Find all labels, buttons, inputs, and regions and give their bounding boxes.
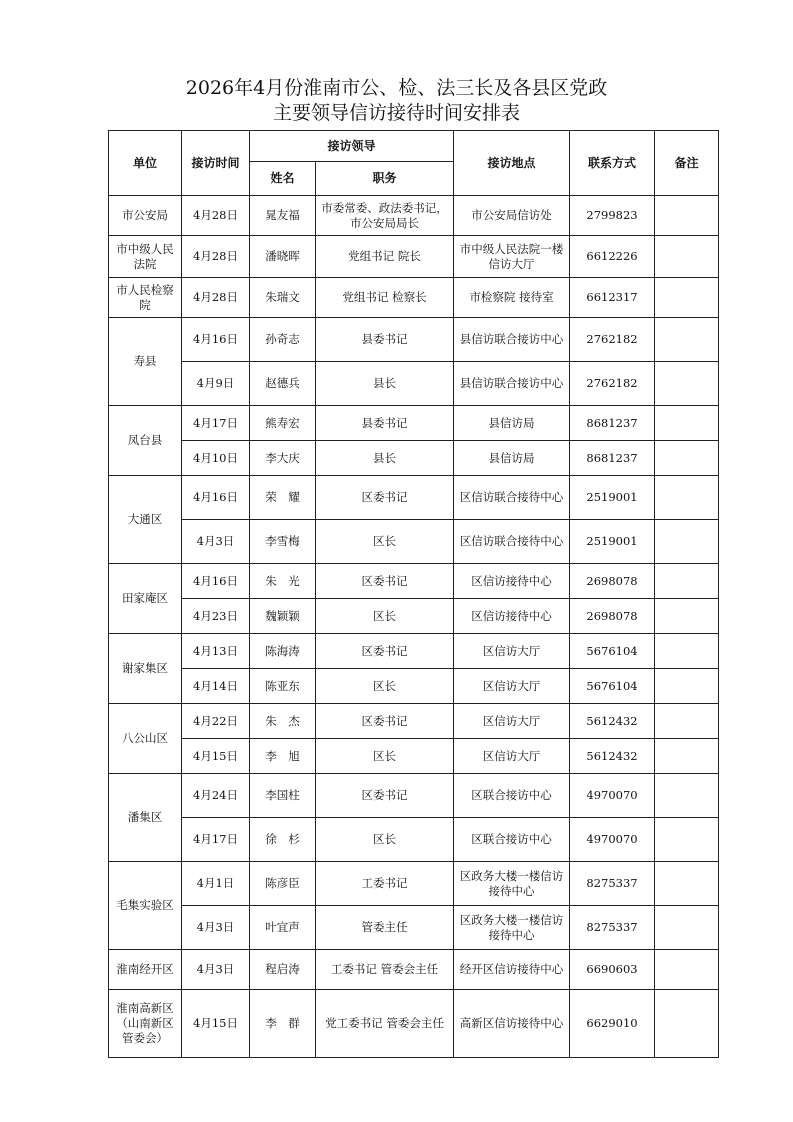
leader-position-cell: 区委书记 bbox=[316, 704, 454, 739]
reception-time-cell: 4月24日 bbox=[182, 774, 250, 818]
leader-position-cell: 区委书记 bbox=[316, 774, 454, 818]
header-row-1 bbox=[109, 131, 719, 162]
leader-position-cell: 区长 bbox=[316, 739, 454, 774]
unit-cell: 淮南高新区（山南新区管委会） bbox=[109, 990, 182, 1058]
leader-name-cell: 李雪梅 bbox=[250, 520, 316, 564]
table-row bbox=[109, 196, 719, 236]
table-row bbox=[109, 362, 719, 406]
contact-phone-cell: 8275337 bbox=[570, 862, 655, 906]
remark-cell bbox=[655, 634, 719, 669]
remark-cell bbox=[655, 818, 719, 862]
leader-position-cell: 区长 bbox=[316, 599, 454, 634]
reception-location-cell: 经开区信访接待中心 bbox=[454, 950, 570, 990]
leader-name-cell: 孙奇志 bbox=[250, 318, 316, 362]
leader-name-cell: 荣 耀 bbox=[250, 476, 316, 520]
header-name: 姓名 bbox=[250, 162, 316, 196]
unit-cell: 寿县 bbox=[109, 318, 182, 406]
leader-name-cell: 叶宜声 bbox=[250, 906, 316, 950]
contact-phone-cell: 2762182 bbox=[570, 318, 655, 362]
contact-phone-cell: 6629010 bbox=[570, 990, 655, 1058]
reception-time-cell: 4月28日 bbox=[182, 196, 250, 236]
leader-position-cell: 党组书记 院长 bbox=[316, 236, 454, 278]
reception-location-cell: 区政务大楼一楼信访接待中心 bbox=[454, 862, 570, 906]
reception-schedule-table bbox=[108, 130, 719, 1058]
table-row bbox=[109, 318, 719, 362]
remark-cell bbox=[655, 476, 719, 520]
leader-name-cell: 李国柱 bbox=[250, 774, 316, 818]
contact-phone-cell: 5612432 bbox=[570, 739, 655, 774]
reception-time-cell: 4月23日 bbox=[182, 599, 250, 634]
leader-name-cell: 晁友福 bbox=[250, 196, 316, 236]
leader-name-cell: 赵德兵 bbox=[250, 362, 316, 406]
header-remark: 备注 bbox=[655, 131, 719, 196]
remark-cell bbox=[655, 520, 719, 564]
leader-position-cell: 工委书记 bbox=[316, 862, 454, 906]
contact-phone-cell: 2519001 bbox=[570, 476, 655, 520]
remark-cell bbox=[655, 950, 719, 990]
leader-name-cell: 程启涛 bbox=[250, 950, 316, 990]
table-row bbox=[109, 990, 719, 1058]
leader-name-cell: 陈彦臣 bbox=[250, 862, 316, 906]
table-row bbox=[109, 669, 719, 704]
contact-phone-cell: 8681237 bbox=[570, 406, 655, 441]
document-title bbox=[0, 76, 793, 126]
reception-location-cell: 高新区信访接待中心 bbox=[454, 990, 570, 1058]
contact-phone-cell: 2698078 bbox=[570, 564, 655, 599]
unit-cell: 田家庵区 bbox=[109, 564, 182, 634]
contact-phone-cell: 5676104 bbox=[570, 669, 655, 704]
header-time: 接访时间 bbox=[182, 131, 250, 196]
leader-name-cell: 熊寿宏 bbox=[250, 406, 316, 441]
reception-time-cell: 4月28日 bbox=[182, 236, 250, 278]
leader-name-cell: 朱瑞文 bbox=[250, 278, 316, 318]
leader-position-cell: 市委常委、政法委书记，市公安局局长 bbox=[316, 196, 454, 236]
reception-time-cell: 4月14日 bbox=[182, 669, 250, 704]
unit-cell: 凤台县 bbox=[109, 406, 182, 476]
reception-time-cell: 4月13日 bbox=[182, 634, 250, 669]
leader-name-cell: 潘晓晖 bbox=[250, 236, 316, 278]
unit-cell: 市公安局 bbox=[109, 196, 182, 236]
leader-name-cell: 徐 杉 bbox=[250, 818, 316, 862]
table-row bbox=[109, 774, 719, 818]
reception-time-cell: 4月16日 bbox=[182, 564, 250, 599]
reception-location-cell: 市检察院 接待室 bbox=[454, 278, 570, 318]
reception-location-cell: 市中级人民法院一楼信访大厅 bbox=[454, 236, 570, 278]
table-row bbox=[109, 520, 719, 564]
leader-position-cell: 管委主任 bbox=[316, 906, 454, 950]
leader-name-cell: 陈亚东 bbox=[250, 669, 316, 704]
remark-cell bbox=[655, 318, 719, 362]
table-row bbox=[109, 564, 719, 599]
reception-time-cell: 4月28日 bbox=[182, 278, 250, 318]
remark-cell bbox=[655, 196, 719, 236]
unit-cell: 市中级人民法院 bbox=[109, 236, 182, 278]
reception-location-cell: 区信访联合接待中心 bbox=[454, 476, 570, 520]
contact-phone-cell: 5676104 bbox=[570, 634, 655, 669]
contact-phone-cell: 6612226 bbox=[570, 236, 655, 278]
reception-location-cell: 区政务大楼一楼信访接待中心 bbox=[454, 906, 570, 950]
reception-location-cell: 县信访联合接访中心 bbox=[454, 362, 570, 406]
unit-cell: 毛集实验区 bbox=[109, 862, 182, 950]
leader-name-cell: 朱 光 bbox=[250, 564, 316, 599]
reception-location-cell: 区信访大厅 bbox=[454, 739, 570, 774]
contact-phone-cell: 6612317 bbox=[570, 278, 655, 318]
remark-cell bbox=[655, 862, 719, 906]
reception-location-cell: 区信访大厅 bbox=[454, 669, 570, 704]
reception-time-cell: 4月16日 bbox=[182, 476, 250, 520]
reception-time-cell: 4月1日 bbox=[182, 862, 250, 906]
remark-cell bbox=[655, 441, 719, 476]
remark-cell bbox=[655, 990, 719, 1058]
leader-position-cell: 区长 bbox=[316, 669, 454, 704]
contact-phone-cell: 2762182 bbox=[570, 362, 655, 406]
unit-cell: 潘集区 bbox=[109, 774, 182, 862]
leader-name-cell: 李 旭 bbox=[250, 739, 316, 774]
reception-location-cell: 区信访接待中心 bbox=[454, 599, 570, 634]
table-row bbox=[109, 441, 719, 476]
reception-location-cell: 区联合接访中心 bbox=[454, 818, 570, 862]
reception-time-cell: 4月15日 bbox=[182, 739, 250, 774]
contact-phone-cell: 4970070 bbox=[570, 818, 655, 862]
table-row bbox=[109, 739, 719, 774]
table-row bbox=[109, 406, 719, 441]
leader-position-cell: 区长 bbox=[316, 520, 454, 564]
leader-position-cell: 党组书记 检察长 bbox=[316, 278, 454, 318]
table-row bbox=[109, 278, 719, 318]
unit-cell: 大通区 bbox=[109, 476, 182, 564]
remark-cell bbox=[655, 564, 719, 599]
table-row bbox=[109, 862, 719, 906]
unit-cell: 谢家集区 bbox=[109, 634, 182, 704]
contact-phone-cell: 6690603 bbox=[570, 950, 655, 990]
leader-name-cell: 魏颖颖 bbox=[250, 599, 316, 634]
header-position: 职务 bbox=[316, 162, 454, 196]
reception-time-cell: 4月3日 bbox=[182, 520, 250, 564]
table-body bbox=[109, 196, 719, 1058]
leader-position-cell: 区委书记 bbox=[316, 564, 454, 599]
header-contact: 联系方式 bbox=[570, 131, 655, 196]
title-line-1: 2026年4月份淮南市公、检、法三长及各县区党政 bbox=[185, 77, 608, 99]
reception-location-cell: 市公安局信访处 bbox=[454, 196, 570, 236]
contact-phone-cell: 4970070 bbox=[570, 774, 655, 818]
remark-cell bbox=[655, 704, 719, 739]
contact-phone-cell: 8275337 bbox=[570, 906, 655, 950]
reception-time-cell: 4月3日 bbox=[182, 906, 250, 950]
contact-phone-cell: 2698078 bbox=[570, 599, 655, 634]
header-unit: 单位 bbox=[109, 131, 182, 196]
leader-position-cell: 县长 bbox=[316, 362, 454, 406]
table-row bbox=[109, 906, 719, 950]
leader-position-cell: 区委书记 bbox=[316, 476, 454, 520]
remark-cell bbox=[655, 236, 719, 278]
remark-cell bbox=[655, 406, 719, 441]
reception-location-cell: 区联合接访中心 bbox=[454, 774, 570, 818]
reception-time-cell: 4月15日 bbox=[182, 990, 250, 1058]
reception-time-cell: 4月10日 bbox=[182, 441, 250, 476]
unit-cell: 淮南经开区 bbox=[109, 950, 182, 990]
leader-position-cell: 县委书记 bbox=[316, 318, 454, 362]
leader-name-cell: 陈海涛 bbox=[250, 634, 316, 669]
table-row bbox=[109, 236, 719, 278]
contact-phone-cell: 2519001 bbox=[570, 520, 655, 564]
remark-cell bbox=[655, 278, 719, 318]
unit-cell: 市人民检察院 bbox=[109, 278, 182, 318]
table-row bbox=[109, 818, 719, 862]
table-row bbox=[109, 476, 719, 520]
unit-cell: 八公山区 bbox=[109, 704, 182, 774]
table-row bbox=[109, 634, 719, 669]
reception-location-cell: 县信访局 bbox=[454, 441, 570, 476]
reception-location-cell: 县信访局 bbox=[454, 406, 570, 441]
leader-position-cell: 党工委书记 管委会主任 bbox=[316, 990, 454, 1058]
leader-position-cell: 县长 bbox=[316, 441, 454, 476]
remark-cell bbox=[655, 362, 719, 406]
leader-position-cell: 区长 bbox=[316, 818, 454, 862]
leader-position-cell: 工委书记 管委会主任 bbox=[316, 950, 454, 990]
table-row bbox=[109, 950, 719, 990]
leader-name-cell: 朱 杰 bbox=[250, 704, 316, 739]
table-row bbox=[109, 599, 719, 634]
reception-time-cell: 4月9日 bbox=[182, 362, 250, 406]
table-row bbox=[109, 704, 719, 739]
title-line-2: 主要领导信访接待时间安排表 bbox=[272, 102, 520, 124]
remark-cell bbox=[655, 739, 719, 774]
reception-time-cell: 4月22日 bbox=[182, 704, 250, 739]
leader-position-cell: 县委书记 bbox=[316, 406, 454, 441]
leader-name-cell: 李大庆 bbox=[250, 441, 316, 476]
reception-time-cell: 4月16日 bbox=[182, 318, 250, 362]
reception-time-cell: 4月17日 bbox=[182, 818, 250, 862]
contact-phone-cell: 2799823 bbox=[570, 196, 655, 236]
header-leader: 接访领导 bbox=[250, 131, 454, 162]
contact-phone-cell: 5612432 bbox=[570, 704, 655, 739]
remark-cell bbox=[655, 906, 719, 950]
reception-location-cell: 县信访联合接访中心 bbox=[454, 318, 570, 362]
reception-location-cell: 区信访大厅 bbox=[454, 704, 570, 739]
reception-time-cell: 4月17日 bbox=[182, 406, 250, 441]
remark-cell bbox=[655, 774, 719, 818]
remark-cell bbox=[655, 599, 719, 634]
leader-position-cell: 区委书记 bbox=[316, 634, 454, 669]
contact-phone-cell: 8681237 bbox=[570, 441, 655, 476]
reception-time-cell: 4月3日 bbox=[182, 950, 250, 990]
reception-location-cell: 区信访联合接待中心 bbox=[454, 520, 570, 564]
header-location: 接访地点 bbox=[454, 131, 570, 196]
remark-cell bbox=[655, 669, 719, 704]
leader-name-cell: 李 群 bbox=[250, 990, 316, 1058]
reception-location-cell: 区信访大厅 bbox=[454, 634, 570, 669]
reception-location-cell: 区信访接待中心 bbox=[454, 564, 570, 599]
